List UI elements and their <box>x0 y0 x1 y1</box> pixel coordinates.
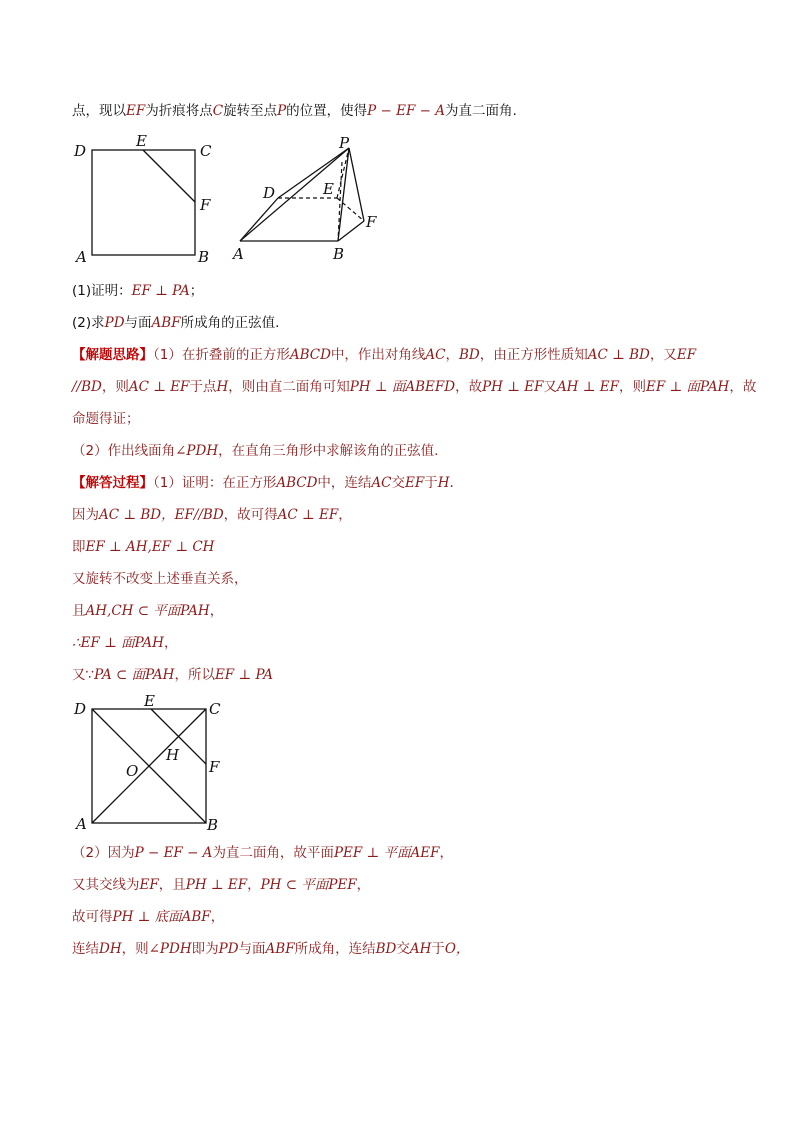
idea-math: H <box>216 379 229 395</box>
idea-text: ，又 <box>649 347 677 363</box>
idea-text: ，则由直二面角可知 <box>228 379 350 395</box>
part2-text: （2）因为 <box>72 845 135 861</box>
part2-text: ， <box>439 845 453 861</box>
part2-line-4 <box>72 939 469 959</box>
part2-math: P − EF − A <box>134 845 213 861</box>
proc-math: EF <box>405 475 425 491</box>
part2-text: ， <box>247 877 261 893</box>
idea-math: EF <box>676 347 697 363</box>
q2-pd: PD <box>104 315 125 331</box>
fig3-label-e: E <box>144 692 155 710</box>
idea-math: EF ⊥ 面PAH <box>645 379 730 395</box>
fold-line-ef <box>143 150 195 202</box>
idea-text: 又 <box>543 379 557 395</box>
part2-math: PH ⊂ 平面PEF <box>260 877 357 893</box>
intro-text-1: 点，现以 <box>72 103 126 119</box>
idea-text: ，故 <box>729 379 757 395</box>
proc-math: AC ⊥ BD，EF//BD <box>99 507 224 523</box>
idea-text: ，在直角三角形中求解该角的正弦值. <box>218 443 439 459</box>
fig2-label-e: E <box>323 180 334 198</box>
q2-label: (2)求 <box>72 315 105 331</box>
part2-line-3 <box>72 907 224 927</box>
figure-folded-solid <box>225 132 395 267</box>
part2-line-2 <box>72 875 370 895</box>
figure-square-diagonals <box>68 690 238 840</box>
idea-math: ∠PDH <box>175 443 219 459</box>
square-outline <box>92 150 195 255</box>
proc-math: EF ⊥ AH,EF ⊥ CH <box>85 539 215 555</box>
part2-text: ， <box>210 909 225 925</box>
idea-text: （2）作出线面角 <box>72 443 176 459</box>
proc-math: ABCD <box>276 475 318 491</box>
fig3-label-c: C <box>209 700 221 718</box>
part2-text: 交 <box>396 941 410 957</box>
proc-line-4: 又旋转不改变上述垂直关系， <box>72 571 248 587</box>
fig1-label-d: D <box>74 142 87 160</box>
idea-math: BD <box>459 347 480 363</box>
proc-math: PA ⊂ 面PAH <box>94 667 175 683</box>
proc-tag: 【解答过程】 <box>72 475 153 491</box>
q2-abf: ABF <box>151 315 181 331</box>
idea-text: 中，作出对角线 <box>330 347 426 363</box>
proc-math: EF ⊥ PA <box>214 667 274 683</box>
q2-mid: 与面 <box>124 315 152 331</box>
part2-math: PEF ⊥ 平面AEF <box>333 845 440 861</box>
fig3-label-h: H <box>166 746 180 764</box>
proc-text: 又∵ <box>72 667 95 683</box>
part2-text: ，则 <box>121 941 149 957</box>
fig3-label-b: B <box>207 816 219 834</box>
fig3-label-a: A <box>76 815 87 833</box>
proc-math: AC ⊥ EF <box>277 507 339 523</box>
proc-line-1 <box>72 473 454 493</box>
idea-text: ，则 <box>618 379 646 395</box>
part2-math: AH <box>409 941 432 957</box>
part2-math: ABF <box>265 941 295 957</box>
proc-text: ， <box>209 603 224 619</box>
idea-line-3: 命题得证； <box>72 411 140 427</box>
fig2-label-a: A <box>233 245 244 263</box>
part2-text: ， <box>356 877 371 893</box>
part2-text: 为直二面角，故平面 <box>212 845 334 861</box>
idea-math: AC ⊥ BD <box>587 347 650 363</box>
intro-expr: P − EF − A <box>367 103 446 119</box>
proc-text: ， <box>338 507 352 523</box>
proc-text: 且 <box>72 603 86 619</box>
part2-text: 连结 <box>72 941 99 957</box>
part2-math: ∠PDH <box>148 941 192 957</box>
part2-math: O， <box>444 941 470 957</box>
part2-text: 于 <box>431 941 445 957</box>
part2-math: PH ⊥ 底面 <box>112 909 182 925</box>
edge-bp <box>338 148 349 241</box>
part2-math: PD <box>218 941 239 957</box>
part2-text: 即为 <box>191 941 219 957</box>
intro-text-2: 为折痕将点 <box>145 103 213 119</box>
part2-math: EF <box>139 877 159 893</box>
idea-math: PH ⊥ 面ABEFD <box>349 379 456 395</box>
part2-math: ABF <box>181 909 211 925</box>
idea-text: ，由正方形性质知 <box>479 347 588 363</box>
q2-end: 所成角的正弦值. <box>180 315 280 331</box>
question-1 <box>72 281 203 301</box>
intro-c: C <box>212 103 224 119</box>
part2-text: 故可得 <box>72 909 113 925</box>
part2-text: 又其交线为 <box>72 877 140 893</box>
fig3-label-o: O <box>126 762 139 780</box>
idea-line-2 <box>72 377 756 397</box>
proc-text: ， <box>163 635 178 651</box>
intro-ef: EF <box>126 103 146 119</box>
part2-math: DH <box>99 941 122 957</box>
fig1-label-e: E <box>136 132 147 150</box>
proc-line-3 <box>72 537 214 557</box>
proc-math: AC <box>371 475 392 491</box>
idea-math: PH ⊥ EF <box>482 379 544 395</box>
idea-text: ， <box>445 347 460 363</box>
fig1-label-a: A <box>76 248 87 266</box>
fig2-label-b: B <box>333 245 345 263</box>
proc-line-6 <box>72 633 177 653</box>
idea-math: ABCD <box>289 347 331 363</box>
idea-math: AC ⊥ EF <box>128 379 190 395</box>
intro-text-3: 旋转至点 <box>223 103 278 119</box>
idea-math: //BD <box>72 379 102 395</box>
proc-text: 于 <box>424 475 438 491</box>
part2-line-1 <box>72 843 453 863</box>
idea-text: ，则 <box>101 379 129 395</box>
proc-text: 即 <box>72 539 86 555</box>
proc-text: 因为 <box>72 507 99 523</box>
proc-math: ∴EF ⊥ 面PAH <box>72 635 164 651</box>
idea-text: 于点 <box>189 379 217 395</box>
part2-math: BD <box>375 941 397 957</box>
proc-text: 交 <box>391 475 406 491</box>
idea-text: （1）在折叠前的正方形 <box>153 347 290 363</box>
proc-line-7 <box>72 665 273 685</box>
part2-text: ，且 <box>158 877 186 893</box>
idea-math: AC <box>425 347 446 363</box>
q1-label: (1)证明： <box>72 283 132 299</box>
part2-text: 与面 <box>238 941 266 957</box>
fig3-label-d: D <box>74 700 87 718</box>
intro-text-4: 的位置，使得 <box>286 103 368 119</box>
part2-math: PH ⊥ EF <box>185 877 248 893</box>
proc-text: （1）证明：在正方形 <box>153 475 277 491</box>
intro-p: P <box>277 103 287 119</box>
fig3-label-f: F <box>209 758 220 776</box>
q1-expr: EF ⊥ PA <box>131 283 190 299</box>
fig2-label-p: P <box>339 134 350 152</box>
proc-text: ，所以 <box>174 667 215 683</box>
idea-text: ，故 <box>455 379 483 395</box>
proc-line-2 <box>72 505 352 525</box>
part2-text: 所成角，连结 <box>294 941 376 957</box>
fig1-label-f: F <box>200 196 211 214</box>
intro-line <box>72 101 517 121</box>
proc-line-5 <box>72 601 223 621</box>
fig1-label-c: C <box>200 142 212 160</box>
proc-text: ，故可得 <box>223 507 278 523</box>
fig2-label-f: F <box>366 213 377 231</box>
q1-end: ； <box>189 283 204 299</box>
fig2-label-d: D <box>263 184 276 202</box>
fig1-label-b: B <box>198 248 210 266</box>
figure-square-before-fold <box>68 132 228 272</box>
edge-pf <box>349 148 364 221</box>
idea-line-1 <box>72 345 696 365</box>
question-2 <box>72 313 279 333</box>
idea-tag: 【解题思路】 <box>72 347 153 363</box>
proc-math: H. <box>437 475 454 491</box>
proc-text: 中，连结 <box>317 475 372 491</box>
edge-ad <box>240 198 278 241</box>
edge-bf <box>338 221 364 241</box>
proc-math: AH,CH ⊂ 平面PAH <box>85 603 210 619</box>
idea-line-4 <box>72 441 438 461</box>
idea-math: AH ⊥ EF <box>556 379 619 395</box>
intro-text-5: 为直二面角. <box>445 103 517 119</box>
